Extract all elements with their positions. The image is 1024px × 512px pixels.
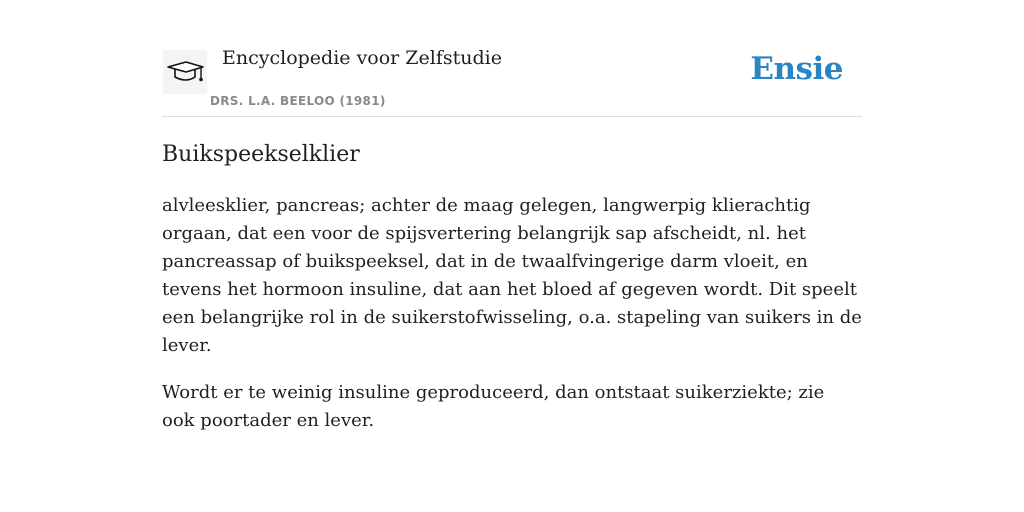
ensie-logo[interactable]: Ensie — [750, 51, 843, 87]
article — [162, 0, 862, 431]
entry-body — [162, 192, 862, 454]
source-header — [162, 0, 862, 117]
source-title[interactable]: Encyclopedie voor Zelfstudie — [222, 47, 502, 69]
source-author: DRS. L.A. BEELOO (1981) — [210, 94, 386, 108]
entry-title: Buikspeekselklier — [162, 142, 360, 167]
entry-paragraph: Wordt er te weinig insuline geproduceerd, dan ontstaat suikerziekte; zie ook poortader en lever. — [162, 382, 825, 431]
graduation-cap-icon[interactable] — [163, 50, 207, 94]
entry-paragraph: alvleesklier, pancreas; achter de maag gelegen, langwerpig klierachtig orgaan, dat een voor de spijsvertering belangrijk sap afscheidt, nl. het pancreassap of buikspeeksel, dat in de twaalfvingerige darm vloeit, en tevens het hormoon insuline, dat aan het bloed af gegeven wordt. Dit speelt een belangrijke rol in de suikerstofwisseling, o.a. stapeling van suikers in de lever. — [162, 195, 862, 356]
